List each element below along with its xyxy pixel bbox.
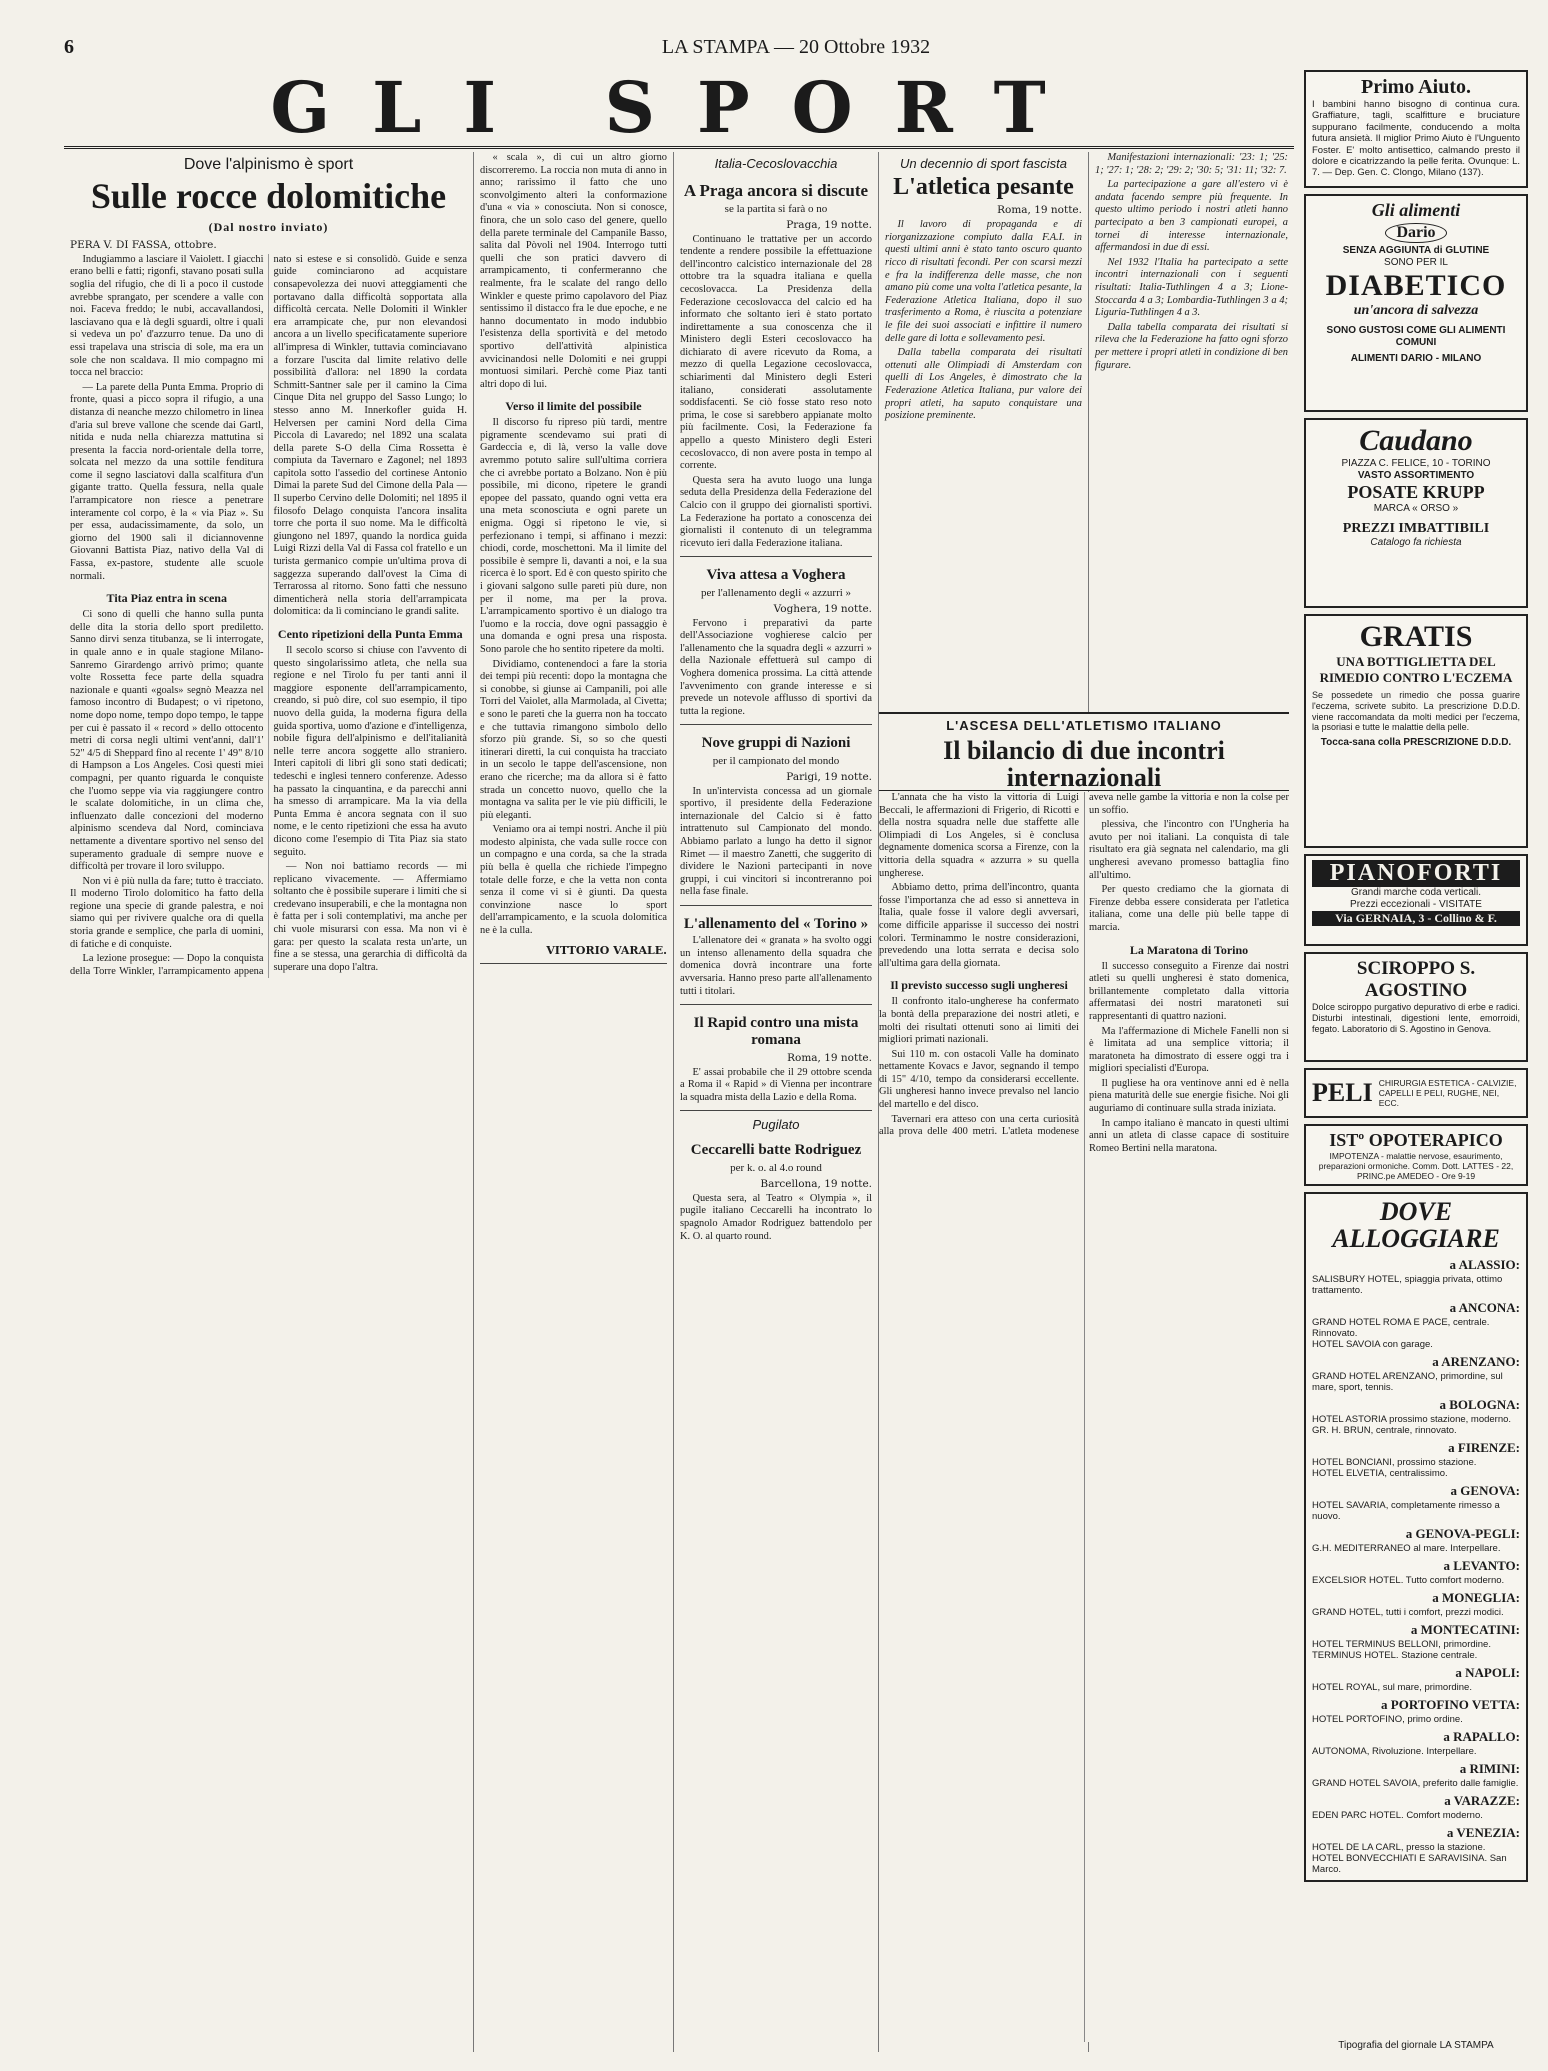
article-headline: A Praga ancora si discute	[683, 181, 869, 200]
hotel-city: a RAPALLO:	[1443, 1728, 1520, 1744]
hotel-listing: GRAND HOTEL, tutti i comfort, prezzi modici.	[1312, 1606, 1504, 1618]
paragraph: Il secolo scorso si chiuse con l'avvento di questo singolarissimo atleta, che nella sua regione e nel Tirolo fu per tanti anni il maggiore esponente dell'arrampicamento, creando, si può dire, col suo esempio, il tipo nuovo della guida, la moderna figura della guida sportiva, uomo d'azione e d'intelligenza, nobile figura dell'alpinismo e dell'italianità nelle terre ancora soggette allo straniero. Interi capitoli di libri gli sono stati dedicati; tedeschi e inglesi tennero conferenze. Adesso ha passato la cinquantina, e da parecchi anni ha smesso di arrampicare. Ma la via della Punta Emma è ancora segnata con il suo nome, e le cento ripetizioni che essa ha avuto dicono come l'esempio di Tita Piaz sia stato seguito.	[273, 645, 467, 858]
paragraph: Ma l'affermazione di Michele Fanelli non si è limitata ad una semplice vittoria; il maratoneta ha dimostrato di essere oggi tra i migliori specialisti d'Europa.	[1089, 1025, 1289, 1075]
paragraph: Questa sera ha avuto luogo una lunga seduta della Presidenza della Federazione del Calcio con il gruppo dei giornalisti sportivi. La Federazione ha portato a conoscenza dei giornalisti il contenuto di un telegramma ricevuto ieri dalla Federazione italiana.	[680, 474, 872, 549]
article-headline: Il Rapid contro una mista romana	[693, 1015, 859, 1049]
ad-line: SENZA AGGIUNTA di GLUTINE	[1342, 245, 1490, 256]
ad-headline: SCIROPPO S. AGOSTINO	[1356, 958, 1476, 1001]
hotel-city: a VENEZIA:	[1446, 1824, 1520, 1840]
ad-caudano	[1304, 418, 1528, 608]
printer-credit: Tipografia del giornale LA STAMPA	[1338, 2040, 1494, 2051]
ad-line: PIAZZA C. FELICE, 10 - TORINO	[1341, 458, 1491, 469]
ad-opoterapico	[1304, 1124, 1528, 1186]
paragraph: Per questo crediamo che la giornata di Firenze debba essere considerata per l'atletica italiana, come una delle più belle tappe di marcia.	[1089, 884, 1289, 933]
hotel-city: a NAPOLI:	[1455, 1664, 1520, 1680]
bilancio-article	[879, 792, 1289, 2042]
hotel-city: a ANCONA:	[1449, 1299, 1520, 1315]
hotel-city: a RIMINI:	[1459, 1760, 1520, 1776]
paragraph: — Non noi battiamo records — mi replicano vivacemente. — Affermiamo soltanto che è possibile superare i limiti che si credevano insuperabili, e che la montagna non è fatta per i soli contemplativi, ma anche per chi vuole misurarsi con essa. Ma non vi è gara: per questo la scalata resta un'arte, un fine a se stessa, una gerarchia di difficoltà da superare una dopo l'altra.	[273, 861, 467, 973]
article-headline: Nove gruppi di Nazioni	[701, 735, 851, 752]
article-kicker: Dove l'alpinismo è sport	[183, 156, 354, 173]
ad-line: MARCA « ORSO »	[1373, 503, 1459, 514]
article-dateline: Barcellona, 19 notte.	[760, 1177, 872, 1190]
hotel-city: a LEVANTO:	[1443, 1557, 1520, 1573]
wide-kicker: L'ASCESA DELL'ATLETISMO ITALIANO	[946, 718, 1222, 733]
hotel-city: a FIRENZE:	[1448, 1439, 1520, 1455]
hotel-city: a MONEGLIA:	[1432, 1589, 1520, 1605]
hotel-listing: GRAND HOTEL SAVOIA, preferito dalle famiglie.	[1312, 1777, 1519, 1789]
article-subhead: per k. o. al 4.o round	[730, 1161, 822, 1174]
paragraph: Dividiamo, contenendoci a fare la storia dei tempi più recenti: dopo la montagna che si conobbe, si giunse ai Campanili, poi alle Torri del Vaiolet, alla Marmolada, al Civetta; e sono le pareti che la guerra non ha toccato e che tuttavia rimangono simbolo dello sforzo più grande. Si, so so che questi itinerari diretti, la cui conquista ha tracciato in un secolo le tappe dell'ascensione, non erano che ricerche; ma da allora si è fatto strada un concetto nuovo, quello che la montagna va salita per le vie più difficili, le più eleganti.	[480, 658, 667, 821]
ad-text: I bambini hanno bisogno di continua cura. Graffiature, tagli, scalfitture e bruciature suppurano facilmente, conducendo a molta futura ansietà. Il miglior Primo Aiuto è l'Unguento Foster. E' molto antisettico, calmando presto il dolore e cicatrizzando la pelle ferita. Ovunque: L. 7. — Dep. Gen. C. Clongo, Milano (137).	[1312, 99, 1520, 179]
ad-line: Via GERNAIA, 3 - Collino & F.	[1312, 911, 1520, 926]
hotel-listing: HOTEL SAVOIA con garage.	[1312, 1338, 1433, 1350]
hotel-listing: GR. H. BRUN, centrale, rinnovato.	[1312, 1424, 1457, 1436]
signature: VITTORIO VARALE.	[546, 943, 667, 957]
divider	[680, 556, 872, 557]
ad-headline: GRATIS	[1359, 620, 1473, 653]
hotel-listing: G.H. MEDITERRANEO al mare. Interpellare.	[1312, 1542, 1501, 1554]
article-kicker: Un decennio di sport fascista	[900, 156, 1067, 171]
paragraph: L'allenatore dei « granata » ha svolto oggi un intenso allenamento della squadra che domenica dovrà incontrare una forte avversaria. Hanno preso parte all'allenamento tutti i titolari.	[680, 935, 872, 997]
paragraph: Nel 1932 l'Italia ha partecipato a sette incontri internazionali con i seguenti risultati: Italia-Tuthlingen 4 a 3; Lione-Stoccarda 4 a 3; Lombardia-Tuthlingen 3 a 4; Liguria-Tuthlingen 4 a 3.	[1095, 256, 1288, 319]
hotel-directory	[1312, 1257, 1520, 1875]
subheading: Tita Piaz entra in scena	[106, 591, 227, 606]
hotel-listing: HOTEL ASTORIA prossimo stazione, moderno.	[1312, 1413, 1512, 1425]
paragraph: Dalla tabella comparata dei risultati si rileva che la Federazione ha fatto ogni sforzo per mettere i propri atleti in condizione di ben figurare.	[1095, 321, 1288, 371]
hotel-city: a ALASSIO:	[1449, 1256, 1520, 1272]
paragraph: La lezione prosegue: — Dopo la conquista della Torre Winkler, l'arrampicamento appena nato si estese e si consolidò. Guide e senza guide cominciarono ad acquistare consapevolezza dei nuovi atteggiamenti che portavano dalla difficoltà sopportata alla difficoltà cercata. Nelle Dolomiti il Winkler era arrampicate che, pur non elevandosi ancora a un livello specificatamente superiore all'impresa di Winkler, tuttavia cominciavano a forzare l'uscita dal limite relativo delle possibilità d'allora: nel 1890 la cordata Schmitt-Santner sale per il camino la Cima Cinque Dita nel gruppo del Sasso Lungo; lo stesso anno M. Innerkofler guida H. Helversen per camini Nord della Cima Piccola di Lavaredo; nel 1892 una scalata della parete S-O della Cima Rossetta è compiuta da Tavernaro e Zagonel; nel 1893 capitola sotto l'assedio del cortinese Antonio Dimai la parete Sud del Cimone della Pala — Il superbo Cervino delle Dolomiti; nel 1895 il filosofo Delago conquista l'ancora insalita torre che porta il suo nome. Ma le difficoltà giungono nel 1897, quando la nordica guida Luigi Rizzi della Val di Fassa col fratello e un turista germanico compie un'ultima prova di saggezza superando dall'ovest la Cima di Terrarossa al ritorno. Sono fatti che nessuno dimenticherà nella storia dell'arrampicata dolomitica: da lì cominciano le grandi salite.	[70, 253, 467, 977]
ads-column	[1304, 70, 1528, 2060]
ad-text: IMPOTENZA - malattie nervose, esaurimento, preparazioni ormoniche. Comm. Dott. LATTES - 22, PRINC.pe AMEDEO - Ore 9-19	[1318, 1151, 1514, 1182]
article-headline: L'atletica pesante	[893, 174, 1074, 200]
ad-line: Grandi marche coda verticali.	[1350, 887, 1482, 898]
paragraph: Abbiamo detto, prima dell'incontro, quanta fosse l'importanza che ad esso si annetteva in Italia, quale fosse il valore degli avversari, come difficile apparisse il successo dei nostri colori. Terminammo le nostre considerazioni, prevedendo una lotta serrata e decisa solo all'ultima gara della giornata.	[879, 882, 1079, 969]
hotel-city: a GENOVA:	[1450, 1482, 1520, 1498]
hotel-listing: HOTEL ROYAL, sul mare, primordine.	[1312, 1681, 1472, 1693]
divider	[680, 1110, 872, 1111]
paragraph: Tavernari era atteso con una certa curiosità alla prova delle 400 metri. L'atleta modenese aveva nelle gambe la vittoria e non la colse per un soffio.	[879, 792, 1289, 1138]
subheading: Cento ripetizioni della Punta Emma	[277, 627, 463, 642]
page-folio	[64, 36, 1528, 64]
article-dateline: Parigi, 19 notte.	[786, 770, 872, 783]
hotel-listing: HOTEL SAVARIA, completamente rimesso a nuovo.	[1312, 1499, 1500, 1522]
hotel-listing: HOTEL ELVETIA, centralissimo.	[1312, 1467, 1448, 1479]
paragraph: Il lavoro di propaganda e di riorganizzazione compiuto dalla F.A.I. in questi ultimi anni è stato tanto oscuro quanto ricco di risultati fecondi. Per con scarsi mezzi e fra la indifferenza delle masse, che non amano più come una volta l'atletica pesante, la Federazione Atletica Italiana, dopo il suo trasferimento a Roma, è riuscita a potenziare le file dei suoi associati e infittire il numero delle gare di lotta e sollevamento pesi.	[885, 219, 1082, 344]
divider	[480, 963, 667, 964]
page-number: 6	[64, 36, 74, 58]
ad-headline: DOVE ALLOGGIARE	[1332, 1197, 1500, 1254]
ad-headline: POSATE KRUPP	[1347, 482, 1485, 502]
hotel-listing: GRAND HOTEL ARENZANO, primordine, sul mare, sport, tennis.	[1312, 1370, 1503, 1393]
paragraph: Fervono i preparativi da parte dell'Associazione voghierese calcio per l'allenamento che la squadra degli « azzurri » della Nazionale effettuerà sul campo di Voghera domenica prossima. La città attende l'avvenimento con grande interesse e si prevede un notevole afflusso di sportivi da tutta la regione.	[680, 617, 872, 717]
article-byline: (Dal nostro inviato)	[208, 219, 329, 234]
ad-line: Prezzi eccezionali - VISITATE	[1350, 899, 1482, 910]
article-headline: L'allenamento del « Torino »	[683, 915, 869, 932]
hotel-listing: AUTONOMA, Rivoluzione. Interpellare.	[1312, 1745, 1477, 1757]
ad-headline: Primo Aiuto.	[1361, 76, 1471, 98]
ad-line: PREZZI IMBATTIBILI	[1342, 521, 1490, 536]
paragraph: E' assai probabile che il 29 ottobre scenda a Roma il « Rapid » di Vienna per incontrare la squadra mista della Lazio e della Roma.	[680, 1066, 872, 1103]
ad-line: SONO PER IL	[1384, 257, 1448, 268]
wide-headline: Il bilancio di due incontri internazionali	[943, 736, 1225, 793]
hotel-city: a PORTOFINO VETTA:	[1381, 1696, 1520, 1712]
paragraph: Indugiammo a lasciare il Vaiolett. I giacchi erano belli e fatti; rigonfi, stavano posati sulla soglia del rifugio, che di lì a poco il custode avrebbe sprangato, per scendere a valle con noi. Faceva freddo; le nubi, accavallandosi, lasciavano qua e là degli sguardi, oltre i quali si vedeva un po' d'azzurro tenue. Da uno di essi trapelava una striscia di sole, ma era un sole che non scaldava. Il mio compagno mi tocca nel braccio:	[70, 253, 264, 379]
ad-primo-aiuto	[1304, 70, 1528, 188]
paragraph: Sui 110 m. con ostacoli Valle ha dominato nettamente Kovacs e Javor, segnando il tempo di 15" 4/10, tempo da considerarsi eccellente. Gli ungheresi hanno invece prevalso nel lancio del martello e del disco.	[879, 1048, 1079, 1111]
subheading: Il previsto successo sugli ungheresi	[890, 978, 1068, 993]
ad-alimenti-dario	[1304, 194, 1528, 412]
article-dateline: PERA V. DI FASSA, ottobre.	[70, 238, 217, 251]
paragraph: Il confronto italo-ungherese ha confermato la bontà della preparazione dei nostri atleti, e molti dei risultati ottenuti sono ai limiti dei migliori primati nazionali.	[879, 996, 1079, 1046]
hotel-listing: HOTEL PORTOFINO, primo ordine.	[1312, 1713, 1463, 1725]
paragraph: L'annata che ha visto la vittoria di Luigi Beccali, le affermazioni di Frigerio, di Ricotti e della nostra squadra nelle due staffette alle Olimpiadi di Los Angeles, si è conclusa degnamente domenica scorsa a Firenze, con la vittoria della squadra « azzurra » su quella ungherese.	[879, 792, 1079, 879]
article-subhead: per l'allenamento degli « azzurri »	[700, 586, 852, 599]
ad-text: CHIRURGIA ESTETICA - CALVIZIE, CAPELLI E PELI, RUGHE, NEI, ECC.	[1378, 1077, 1517, 1109]
column-alpinismo	[64, 152, 474, 2052]
paragraph: Il discorso fu ripreso più tardi, mentre pigramente scendevamo sui prati di Gardeccia e, di là, verso la valle dove avremmo potuto salire sull'ultima corriera che ci avrebbe portato a Bolzano. Non è più possibile, mi dicono, ripetere le grandi epopee del passato, quando ogni vetta era una meta sconosciuta e ogni parete un enigma. Oggi si ripetono le vie, si perfezionano i tempi, si affinano i mezzi: chiodi, corde, moschettoni. Ma il limite del possibile è sempre lì, davanti a noi, e la sua ricerca è lo sport. Ed è con questo spirito che i giovani salgono sulle pareti più dure, non per il nome, ma per la prova. L'arrampicamento sportivo è un dialogo tra l'uomo e la roccia, dove ogni passaggio è una domanda e ogni presa una risposta. Sono parole che ho sentito ripetere da molti.	[480, 417, 667, 655]
article-headline: Viva attesa a Voghera	[706, 567, 846, 584]
ad-line: UNA BOTTIGLIETTA DEL	[1336, 654, 1496, 669]
hotel-listing: TERMINUS HOTEL. Stazione centrale.	[1312, 1649, 1478, 1661]
ad-peli	[1304, 1068, 1528, 1118]
paragraph: Non vi è più nulla da fare; tutto è tracciato. Il moderno Tirolo dolomitico ha fatto della regione una specie di grande palestra, e noi siamo qui per rivivere qualche ora di quella storia grande e semplice, che parla di uomini, di fatiche e di conquiste.	[70, 875, 264, 950]
article-subhead: se la partita si farà o no	[724, 202, 828, 215]
paragraph: Manifestazioni internazionali: '23: 1; '25: 1; '27: 1; '28: 2; '29: 2; '30: 5; '31: 11; '32: 7.	[1095, 152, 1288, 176]
hotel-city: a MONTECATINI:	[1410, 1621, 1520, 1637]
ad-line: SONO GUSTOSI COME GLI ALIMENTI COMUNI	[1326, 325, 1506, 348]
hotel-city: a VARAZZE:	[1444, 1792, 1520, 1808]
ad-line: ALIMENTI DARIO - MILANO	[1350, 353, 1482, 364]
paragraph: plessiva, che l'incontro con l'Ungheria ha avuto per noi italiani. La conquista di tale risultato era già segnata nel calendario, ma gli ungheresi avevano promesso battaglia fino all'ultimo.	[1089, 819, 1289, 881]
paragraph: In un'intervista concessa ad un giornale sportivo, il presidente della Federazione internazionale del Calcio si è fatto intrattenuto sul Campionato del mondo. Abbiamo parlato a lungo ha detto il signor Rimet — il maestro Zanetti, che suggerito di dividere le Nazioni partecipanti in nove gruppi, i cui vincitori si incontreranno poi nella fase finale.	[680, 785, 872, 898]
divider	[680, 905, 872, 906]
paragraph: Il successo conseguito a Firenze dai nostri atleti su quelli ungheresi è stato domenica, brillantemente completato dalla vittoria affermatasi dei nostri maratoneti sui rappresentanti di quattro nazioni.	[1089, 960, 1289, 1022]
hotel-listing: GRAND HOTEL ROMA E PACE, centrale. Rinnovato.	[1312, 1316, 1490, 1339]
section-masthead	[64, 70, 1294, 149]
paragraph: — La parete della Punta Emma. Proprio di fronte, quasi a picco sopra il rifugio, a una distanza di neanche mezzo chilometro in linea d'aria sul breve vallone che scende dai Gartl, nitida e nuda nella chiarezza mattutina si presenta la faccia nord-orientale della torre, solcata nel mezzo da una sottile fenditura come il segno lasciatovi dalla scalfitura d'un gigante tratto. Quella fessura, nella quale l'arrampicatore non riesce a penetrare interamente col corpo, è la « via Piaz ». Su per essa, audacissimamente, da solo, un giorno del 1900 salì il diciannovenne Giovanni Battista Piaz, nativo della Val di Fassa, ex-pastore, studente alle scuole normali.	[70, 381, 264, 582]
ad-headline: PELI	[1312, 1078, 1373, 1107]
hotel-listing: EDEN PARC HOTEL. Comfort moderno.	[1312, 1809, 1483, 1821]
ad-line: un'ancora di salvezza	[1353, 303, 1479, 318]
ad-line: Gli alimenti	[1371, 200, 1461, 220]
ad-gratis-ddd	[1304, 614, 1528, 848]
ad-line: RIMEDIO CONTRO L'ECZEMA	[1319, 670, 1513, 685]
hotel-city: a GENOVA-PEGLI:	[1405, 1525, 1520, 1541]
hotel-listing: HOTEL BONVECCHIATI E SARAVISINA. San Marco.	[1312, 1852, 1507, 1875]
article-subhead: per il campionato del mondo	[712, 754, 840, 767]
ad-headline: ISTº OPOTERAPICO	[1329, 1130, 1503, 1150]
paragraph: Questa sera, al Teatro « Olympia », il pugile italiano Ceccarelli ha incontrato lo spagnolo Amador Rodriguez battendolo per K. O. al quarto round.	[680, 1192, 872, 1242]
article-dateline: Roma, 19 notte.	[997, 204, 1082, 217]
paragraph: Ci sono di quelli che hanno sulla punta delle dita la storia dello sport prediletto. Sanno dirvi senza titubanza, se li interrogate, in quale anno e in quale stagione Milano-Sanremo Girardengo arrivò primo; quante volte Rossetta fece parte della squadra nazionale e quanti «goals» segnò Meazza nel famoso incontro di Budapest; o vi ripetono, nome dopo nome, tempo dopo tempo, le tappe per cui è passato il « record » dello ottocento metri di corsa negli ultimi vent'anni, dall'1' 52" 4/5 di Sheppard fino al recente 1' 49" 8/10 di Hampson a Los Angeles. Così questi miei compagni, per quanto riguarda le conquiste che l'uomo seppe via via raggiungere contro le scalate dolomitiche, in un clima che, influenzato dalle concezioni del moderno alpinismo scendeva dal Nord, cominciava nettamente a diventare sportivo nel senso del superamento graduale di sempre nuove e difficoltà per trovare il loro sviluppo.	[70, 609, 264, 873]
ad-headline: PIANOFORTI	[1312, 860, 1520, 887]
divider	[680, 724, 872, 725]
ad-line: VASTO ASSORTIMENTO	[1357, 470, 1475, 481]
ad-text: Dolce sciroppo purgativo depurativo di erbe e radici. Disturbi intestinali, digestioni lente, emorroidi, fegato. Laboratorio di S. Agostino in Genova.	[1312, 1002, 1520, 1034]
hotel-listing: EXCELSIOR HOTEL. Tutto comfort moderno.	[1312, 1574, 1505, 1586]
hotel-listing: HOTEL TERMINUS BELLONI, primordine.	[1312, 1638, 1491, 1650]
ad-pianoforti	[1304, 854, 1528, 946]
article-kicker: Italia-Cecoslovacchia	[714, 156, 838, 171]
article-dateline: Praga, 19 notte.	[786, 218, 872, 231]
column-calcio	[474, 152, 674, 2052]
article-kicker: Pugilato	[752, 1117, 800, 1133]
ad-line: Catalogo fa richiesta	[1370, 537, 1462, 548]
ad-text: Se possedete un rimedio che possa guarire l'eczema, scrivete subito. La prescrizione D.D.D. viene raccomandata da molti medici per l'eczema, la psoriasi e tutte le malattie della pelle.	[1312, 690, 1520, 733]
ad-sciroppo	[1304, 952, 1528, 1062]
paragraph: Veniamo ora ai tempi nostri. Anche il più modesto alpinista, che vada sulle rocce con un compagno e una corda, sa che la strada più bella è quella che richiede l'impegno totale delle forze, e che la vetta non conta senza il come vi si è giunti. Da questa convinzione nasce lo sport dell'arrampicamento, e la scuola dolomitica ne è la culla.	[480, 824, 667, 937]
paragraph: « scala », di cui un altro giorno discorreremo. La roccia non muta di anno in anno; rarissimo il fatto che uno sconvolgimento alteri la conformazione d'una « via » conosciuta. Non si conosce, finora, che un solo caso del genere, quello della parete terminale del Campanile Basso, salita dal Pòvoli nel 1904. Interrogo tutti quelli che son pratici davvero di arrampicamento, ti confermeranno che realmente, fra le scalate del rango dello Winkler e queste primo capolavoro del Piaz sentissimo il distacco fra le due epoche, e ne hanno documentato in modo indubbio l'esistenza della sportività e del metodo sportivo dell'attività alpinistica avvicinandosi nelle Dolomiti e nei gruppi montuosi similari. Perchè come Piaz tanti altri dopo di lui.	[480, 152, 667, 390]
ad-dove-alloggiare	[1304, 1192, 1528, 1882]
ad-line: Tocca-sana colla PRESCRIZIONE D.D.D.	[1320, 737, 1512, 749]
divider	[680, 1004, 872, 1005]
article-body	[70, 254, 467, 979]
article-headline: Sulle rocce dolomitiche	[90, 176, 447, 216]
hotel-city: a ARENZANO:	[1432, 1353, 1520, 1369]
hotel-listing: HOTEL DE LA CARL, presso la stazione.	[1312, 1841, 1486, 1853]
running-head: LA STAMPA — 20 Ottobre 1932	[661, 36, 931, 58]
brand-logo: Dario	[1385, 223, 1446, 243]
hotel-listing: SALISBURY HOTEL, spiaggia privata, ottimo trattamento.	[1312, 1273, 1503, 1296]
brand-logo: Caudano	[1359, 424, 1473, 457]
subheading: Verso il limite del possibile	[505, 399, 642, 414]
column-football-news	[674, 152, 879, 2052]
paragraph: Il pugliese ha ora ventinove anni ed è nella piena maturità delle sue energie fisiche. Noi gli auguriamo di continuare sulla strada iniziata.	[1089, 1077, 1289, 1115]
article-dateline: Roma, 19 notte.	[787, 1051, 872, 1064]
paragraph: Continuano le trattative per un accordo tendente a rendere possibile la effettuazione dell'incontro calcistico internazionale del 28 ottobre tra la squadra italiana e quella cecoslovacca. La Presidenza della Federazione cecoslovacca del calcio ed ha informato che soltanto ieri è stato portato indirettamente a sua conoscenza che il Ministero degli Esteri cecoslovacco ha dichiarato di avere ricevuto da Roma, a mezzo di quella Legazione cecoslovacca, schiarimenti dal Ministero degli Esteri italiano, considerati assolutamente soddisfacenti. Se ciò fosse stato reso noto prima, le cose si sarebbero appianate molto più facilmente. Così, la Federazione fa appello a questo Ministero degli Esteri cecoslovacco, di non avere posta in tempo al corrente.	[680, 233, 872, 472]
hotel-listing: HOTEL BONCIANI, prossimo stazione.	[1312, 1456, 1477, 1468]
paragraph: In campo italiano è mancato in questi ultimi anni un atleta di classe capace di sostituire Romeo Bertini nella maratona.	[1089, 1117, 1289, 1154]
ad-headline: DIABETICO	[1325, 269, 1507, 302]
hotel-city: a BOLOGNA:	[1439, 1396, 1520, 1412]
wide-headline-block	[879, 712, 1289, 791]
subheading: La Maratona di Torino	[1129, 942, 1249, 957]
article-headline: Ceccarelli batte Rodriguez	[690, 1142, 862, 1159]
section-title: GLI SPORT	[270, 70, 1088, 146]
article-dateline: Voghera, 19 notte.	[773, 602, 872, 615]
paragraph: La partecipazione a gare all'estero vi è andata facendo sempre più frequente. In questo ultimo periodo i nostri atleti hanno partecipato a ben 3 campionati europei, a tornei di interesse internazionale, affermandosi in due di essi.	[1095, 179, 1288, 254]
paragraph: Dalla tabella comparata dei risultati ottenuti alle Olimpiadi di Amsterdam con quelli di Los Angeles, è dimostrato che la Federazione Atletica Italiana, pur valore dei propri atleti, ha saputo conquistare una posizione preminente.	[885, 347, 1082, 422]
